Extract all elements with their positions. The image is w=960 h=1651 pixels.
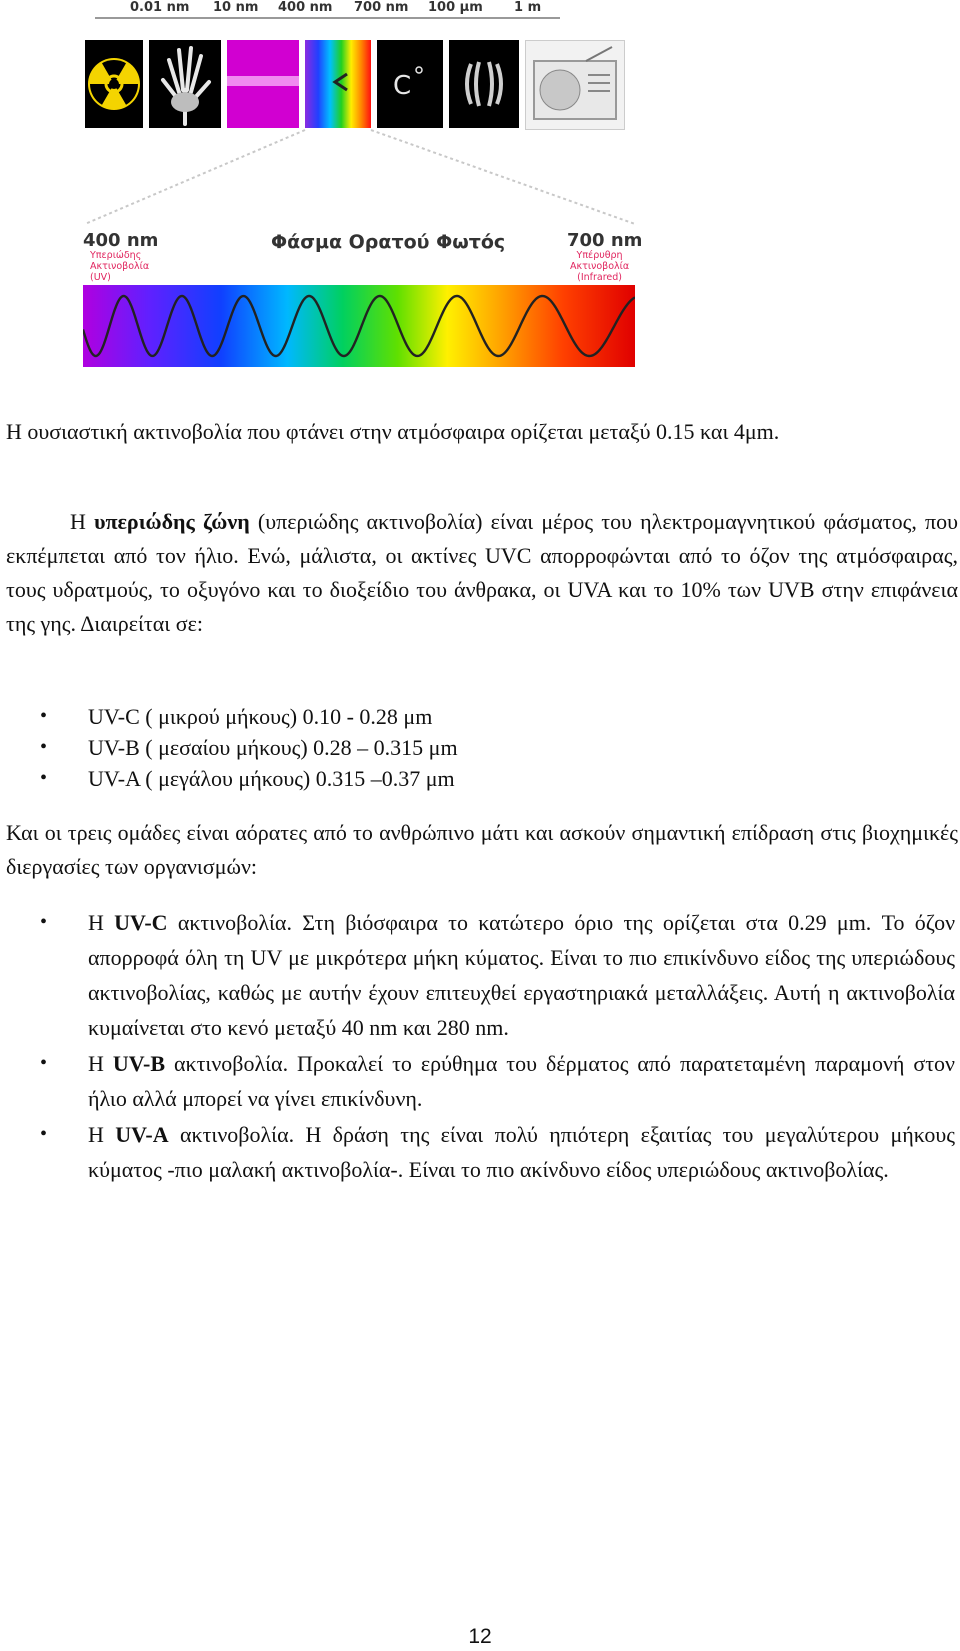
uv-divisions-list bbox=[0, 701, 458, 794]
uvb-term: UV-B bbox=[112, 1051, 165, 1076]
bullet-icon: • bbox=[40, 1052, 48, 1074]
list-item: • Η UV-C ακτινοβολία. Στη βιόσφαιρα το κατώτερο όριο της ορίζεται στα 0.29 μm. Το όζον απορροφά όλη τη UV με μικρότερα μήκη κύματος. Είναι το πιο επικίνδυνο είδος της υπεριώδους ακτινοβολίας, καθώς με αυτήν έχουν επιτευχθεί εργαστηριακά μεταλλάξεις. Αυτή η ακτινοβολία κυμαίνεται στο κενό μεταξύ 40 nm και 280 nm. bbox=[0, 905, 955, 1045]
bullet-icon: • bbox=[40, 1123, 48, 1145]
zoom-fan-lines bbox=[80, 128, 640, 228]
uva-term: UV-A bbox=[115, 1122, 169, 1147]
groups-paragraph: Και οι τρεις ομάδες είναι αόρατες από το ανθρώπινο μάτι και ασκούν σημαντική επίδραση στις βιοχημικές διεργασίες των οργανισμών: bbox=[6, 820, 958, 879]
visible-spectrum-icon bbox=[305, 40, 371, 128]
uv-note: Υπεριώδης Ακτινοβολία (UV) bbox=[90, 250, 150, 283]
scale-label-1: 10 nm bbox=[213, 0, 259, 15]
page-number: 12 bbox=[468, 1625, 492, 1648]
bullet-icon: • bbox=[40, 736, 48, 758]
scale-label-0: 0.01 nm bbox=[130, 0, 190, 15]
para2-lead: Η bbox=[70, 509, 86, 534]
scale-label-5: 1 m bbox=[514, 0, 542, 15]
division-uvb: UV-B ( μεσαίου μήκους) 0.28 – 0.315 μm bbox=[88, 735, 458, 760]
uvc-term: UV-C bbox=[114, 910, 168, 935]
svg-text:C: C bbox=[393, 71, 412, 101]
uv-zone-paragraph bbox=[6, 505, 958, 641]
scale-ruler bbox=[95, 16, 560, 22]
list-item bbox=[0, 763, 458, 794]
infrared-note: Υπέρυθρη Ακτινοβολία (Infrared) bbox=[570, 250, 630, 283]
uva-description: ακτινοβολία. Η δράση της είναι πολύ ηπιότερη εξαιτίας του μεγαλύτερου μήκους κύματος -πιο μαλακή ακτινοβολία-. Είναι το πιο ακίνδυνο είδος υπεριώδους ακτινοβολίας. bbox=[88, 1122, 956, 1182]
left-nm-label: 400 nm bbox=[83, 230, 159, 251]
xray-hand-icon bbox=[149, 40, 221, 128]
scale-label-4: 100 μm bbox=[428, 0, 483, 15]
radio-icon bbox=[525, 40, 625, 130]
list-item: • Η UV-A ακτινοβολία. Η δράση της είναι πολύ ηπιότερη εξαιτίας του μεγαλύτερου μήκους κύματος -πιο μαλακή ακτινοβολία-. Είναι το πιο ακίνδυνο είδος υπεριώδους ακτινοβολίας. bbox=[0, 1117, 955, 1187]
uvc-description: ακτινοβολία. Στη βιόσφαιρα το κατώτερο όριο της ορίζεται στα 0.29 μm. Το όζον απορροφά όλη τη UV με μικρότερα μήκη κύματος. Είναι το πιο επικίνδυνο είδος της υπεριώδους ακτινοβολίας, καθώς με αυτήν έχουν επιτευχθεί εργαστηριακά μεταλλάξεις. Αυτή η ακτινοβολία κυμαίνεται στο κενό μεταξύ 40 nm και 280 nm. bbox=[88, 910, 956, 1040]
bullet-icon: • bbox=[40, 767, 48, 789]
list-item bbox=[0, 732, 458, 763]
uvb-description: ακτινοβολία. Προκαλεί το ερύθημα του δέρματος από παρατεταμένη παραμονή στον ήλιο αλλά μπορεί να γίνει επικίνδυνη. bbox=[88, 1051, 955, 1111]
uv-zone-term: υπεριώδης ζώνη bbox=[94, 509, 250, 534]
bullet-icon: • bbox=[40, 705, 48, 727]
radiation-icon bbox=[85, 40, 143, 128]
para2-rest: (υπεριώδης ακτινοβολία) είναι μέρος του ηλεκτρομαγνητικού φάσματος, που εκπέμπεται από τον ήλιο. Ενώ, μάλιστα, οι ακτίνες UVC απορροφώνται από το όζον της ατμόσφαιρας, τους υδρατμούς, το οξυγόνο και το διοξείδιο του άνθρακα, οι UVA και το 10% των UVB στην επιφάνεια της γης. Διαιρείται σε: bbox=[6, 509, 959, 636]
visible-spectrum-band bbox=[83, 285, 635, 367]
division-uvc: UV-C ( μικρού μήκους) 0.10 - 0.28 μm bbox=[88, 704, 433, 729]
uv-bar-icon bbox=[227, 40, 299, 128]
microwave-icon bbox=[449, 40, 519, 128]
scale-label-2: 400 nm bbox=[278, 0, 333, 15]
electromagnetic-spectrum-figure bbox=[0, 0, 960, 400]
scale-label-3: 700 nm bbox=[354, 0, 409, 15]
division-uva: UV-A ( μεγάλου μήκους) 0.315 –0.37 μm bbox=[88, 766, 455, 791]
figure-title: Φάσμα Ορατού Φωτός bbox=[271, 231, 506, 253]
uv-details-list bbox=[0, 905, 955, 1188]
intro-paragraph: Η ουσιαστική ακτινοβολία που φτάνει στην ατμόσφαιρα ορίζεται μεταξύ 0.15 και 4μm. bbox=[6, 419, 780, 444]
bullet-icon: • bbox=[40, 911, 48, 933]
list-item bbox=[0, 701, 458, 732]
right-nm-label: 700 nm bbox=[567, 230, 643, 251]
heat-icon bbox=[377, 40, 443, 128]
list-item: • Η UV-B ακτινοβολία. Προκαλεί το ερύθημα του δέρματος από παρατεταμένη παραμονή στον ήλιο αλλά μπορεί να γίνει επικίνδυνη. bbox=[0, 1046, 955, 1116]
